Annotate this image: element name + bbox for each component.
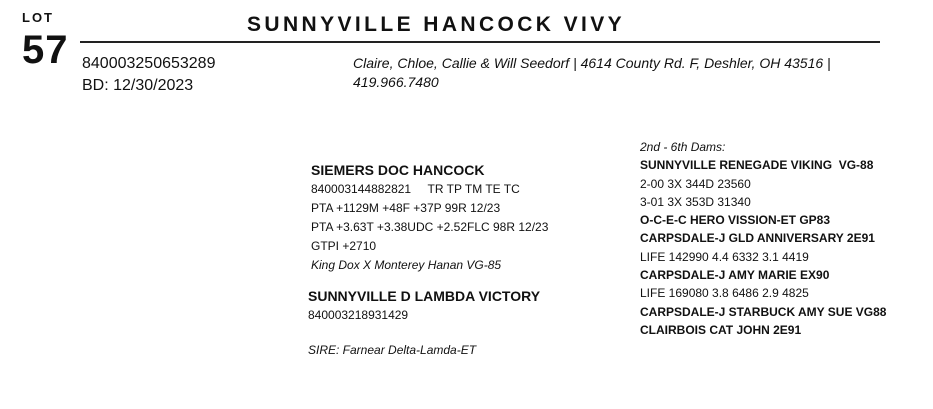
sire-pta-type: PTA +3.63T +3.38UDC +2.52FLC 98R 12/23 bbox=[311, 220, 549, 234]
sire-pta-production: PTA +1129M +48F +37P 99R 12/23 bbox=[311, 201, 501, 215]
animal-name: SUNNYVILLE HANCOCK VIVY bbox=[247, 13, 626, 36]
pedigree-dam-name: CARPSDALE-J STARBUCK AMY SUE VG88 bbox=[640, 304, 887, 319]
pedigree-dam-name: CARPSDALE-J GLD ANNIVERSARY 2E91 bbox=[640, 231, 875, 246]
pedigree-dam-name: CARPSDALE-J AMY MARIE EX90 bbox=[640, 268, 830, 283]
sire-name: SIEMERS DOC HANCOCK bbox=[311, 162, 485, 178]
title-divider bbox=[80, 41, 880, 43]
pedigree-record: LIFE 169080 3.8 6486 2.9 4825 bbox=[640, 286, 809, 301]
owner-line: Claire, Chloe, Callie & Will Seedorf | 4614 County Rd. F, Deshler, OH 43516 | bbox=[353, 55, 831, 71]
dam-block bbox=[308, 286, 540, 325]
owner-phone: 419.966.7480 bbox=[353, 74, 439, 90]
pedigree-record: LIFE 142990 4.4 6332 3.1 4419 bbox=[640, 249, 809, 264]
owner-info bbox=[353, 54, 893, 92]
lot-label: LOT bbox=[22, 10, 54, 25]
birth-date: BD: 12/30/2023 bbox=[82, 77, 194, 94]
pedigree-dam-name: CLAIRBOIS CAT JOHN 2E91 bbox=[640, 322, 802, 337]
pedigree-header: 2nd - 6th Dams: bbox=[640, 140, 726, 154]
pedigree-dam-name: O-C-E-C HERO VISSION-ET GP83 bbox=[640, 213, 831, 228]
sire-block bbox=[311, 160, 548, 275]
registration-number: 840003250653289 bbox=[82, 55, 216, 72]
lot-number: 57 bbox=[22, 28, 69, 72]
dam-sire: SIRE: Farnear Delta-Lamda-ET bbox=[308, 343, 477, 357]
sire-pedigree: King Dox X Monterey Hanan VG-85 bbox=[311, 258, 502, 272]
pedigree-dam-name: SUNNYVILLE RENEGADE VIKING VG-88 bbox=[640, 158, 874, 173]
dam-name: SUNNYVILLE D LAMBDA VICTORY bbox=[308, 288, 541, 304]
pedigree-record: 3-01 3X 353D 31340 bbox=[640, 194, 751, 209]
sire-registration: 840003144882821 TR TP TM TE TC bbox=[311, 182, 520, 196]
maternal-pedigree bbox=[640, 138, 886, 339]
sire-gtpi: GTPI +2710 bbox=[311, 239, 377, 253]
pedigree-record: 2-00 3X 344D 23560 bbox=[640, 176, 751, 191]
dam-registration: 840003218931429 bbox=[308, 308, 409, 322]
